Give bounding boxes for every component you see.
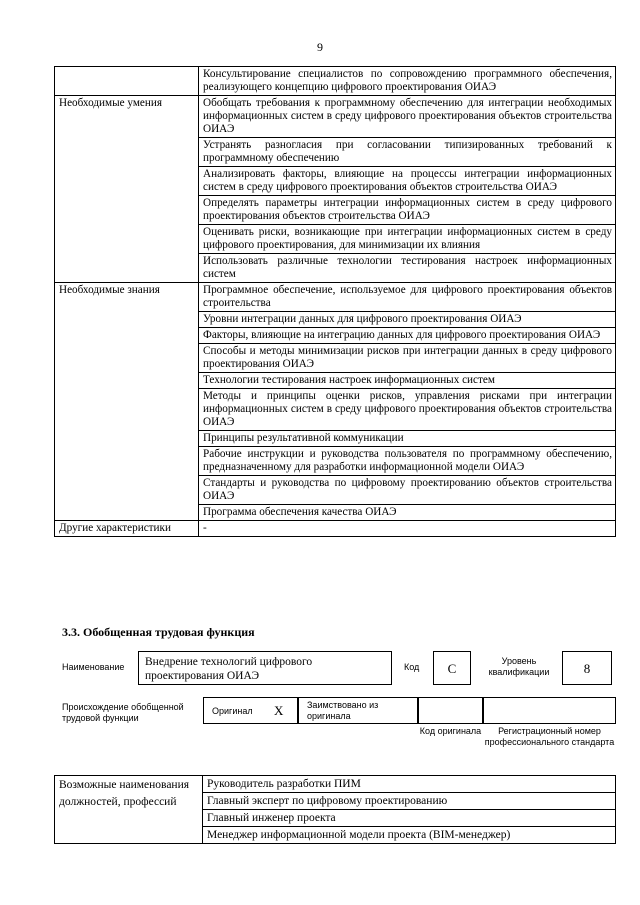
level-value-box <box>562 651 612 685</box>
table-row <box>55 96 616 138</box>
positions-label: Возможные наименования должностей, профессий <box>55 776 203 844</box>
knowledge-item: Факторы, влияющие на интеграцию данных для цифрового проектирования ОИАЭ <box>199 328 616 344</box>
original-label: Оригинал <box>212 706 253 716</box>
skills-item: Анализировать факторы, влияющие на процессы интеграции информационных систем в среду цифрового проектирования объектов строительства ОИАЭ <box>199 167 616 196</box>
name-label: Наименование <box>62 662 125 672</box>
table-row <box>55 521 616 537</box>
skills-item: Обобщать требования к программному обеспечению для интеграции необходимых информационных систем в среду цифрового проектирования объектов строительства ОИАЭ <box>199 96 616 138</box>
original-mark: Х <box>274 703 284 718</box>
knowledge-item: Уровни интеграции данных для цифрового проектирования ОИАЭ <box>199 312 616 328</box>
knowledge-item: Программа обеспечения качества ОИАЭ <box>199 505 616 521</box>
skills-label: Необходимые умения <box>55 96 199 283</box>
skills-knowledge-table <box>54 66 616 537</box>
continued-label-cell <box>55 67 199 96</box>
other-value: - <box>199 521 616 537</box>
knowledge-item: Технологии тестирования настроек информационных систем <box>199 373 616 389</box>
knowledge-item: Стандарты и руководства по цифровому проектированию объектов строительства ОИАЭ <box>199 476 616 505</box>
original-cell <box>203 697 298 724</box>
level-value: 8 <box>583 661 591 676</box>
skills-item: Использовать различные технологии тестирования настроек информационных систем <box>199 254 616 283</box>
knowledge-item: Принципы результативной коммуникации <box>199 431 616 447</box>
section-heading: 3.3. Обобщенная трудовая функция <box>62 625 255 639</box>
borrowed-cell <box>298 697 418 724</box>
reg-number-cell <box>483 697 616 724</box>
borrowed-label: Заимствовано из оригинала <box>307 700 379 721</box>
name-value: Внедрение технологий цифрового проектирования ОИАЭ <box>145 656 313 682</box>
position-item: Руководитель разработки ПИМ <box>203 776 616 793</box>
knowledge-item: Методы и принципы оценки рисков, управления рисками при интеграции информационных систем в среду цифрового проектирования объектов строительства ОИАЭ <box>199 389 616 431</box>
position-item: Главный эксперт по цифровому проектированию <box>203 793 616 810</box>
skills-item: Устранять разногласия при согласовании типизированных требований к программному обеспечению <box>199 138 616 167</box>
code-original-label: Код оригинала <box>419 726 482 736</box>
position-item: Менеджер информационной модели проекта (BIM-менеджер) <box>203 827 616 844</box>
positions-table <box>54 775 616 844</box>
origin-label: Происхождение обобщенной трудовой функции <box>62 702 184 723</box>
level-label: Уровень квалификации <box>488 656 550 677</box>
code-value-box <box>433 651 471 685</box>
knowledge-item: Рабочие инструкции и руководства пользователя по программному обеспечению, предназначенному для разработки информационной модели ОИАЭ <box>199 447 616 476</box>
table-row <box>55 283 616 312</box>
reg-number-label: Регистрационный номер профессионального стандарта <box>484 726 615 747</box>
knowledge-label: Необходимые знания <box>55 283 199 521</box>
position-item: Главный инженер проекта <box>203 810 616 827</box>
page-number: 9 <box>317 40 323 54</box>
skills-item: Оценивать риски, возникающие при интеграции информационных систем в среду цифрового проектирования, для минимизации их влияния <box>199 225 616 254</box>
code-value: С <box>447 661 457 676</box>
knowledge-item: Способы и методы минимизации рисков при интеграции данных в среду цифрового проектирования ОИАЭ <box>199 344 616 373</box>
other-label: Другие характеристики <box>55 521 199 537</box>
skills-item: Определять параметры интеграции информационных систем в среду цифрового проектирования объектов строительства ОИАЭ <box>199 196 616 225</box>
name-value-box <box>138 651 392 685</box>
table-row <box>55 67 616 96</box>
continued-description: Консультирование специалистов по сопровождению программного обеспечения, реализующего концепцию цифрового проектирования ОИАЭ <box>199 67 616 96</box>
knowledge-item: Программное обеспечение, используемое для цифрового проектирования объектов строительства <box>199 283 616 312</box>
table-row <box>55 776 616 793</box>
code-original-cell <box>418 697 483 724</box>
code-label: Код <box>404 662 420 672</box>
